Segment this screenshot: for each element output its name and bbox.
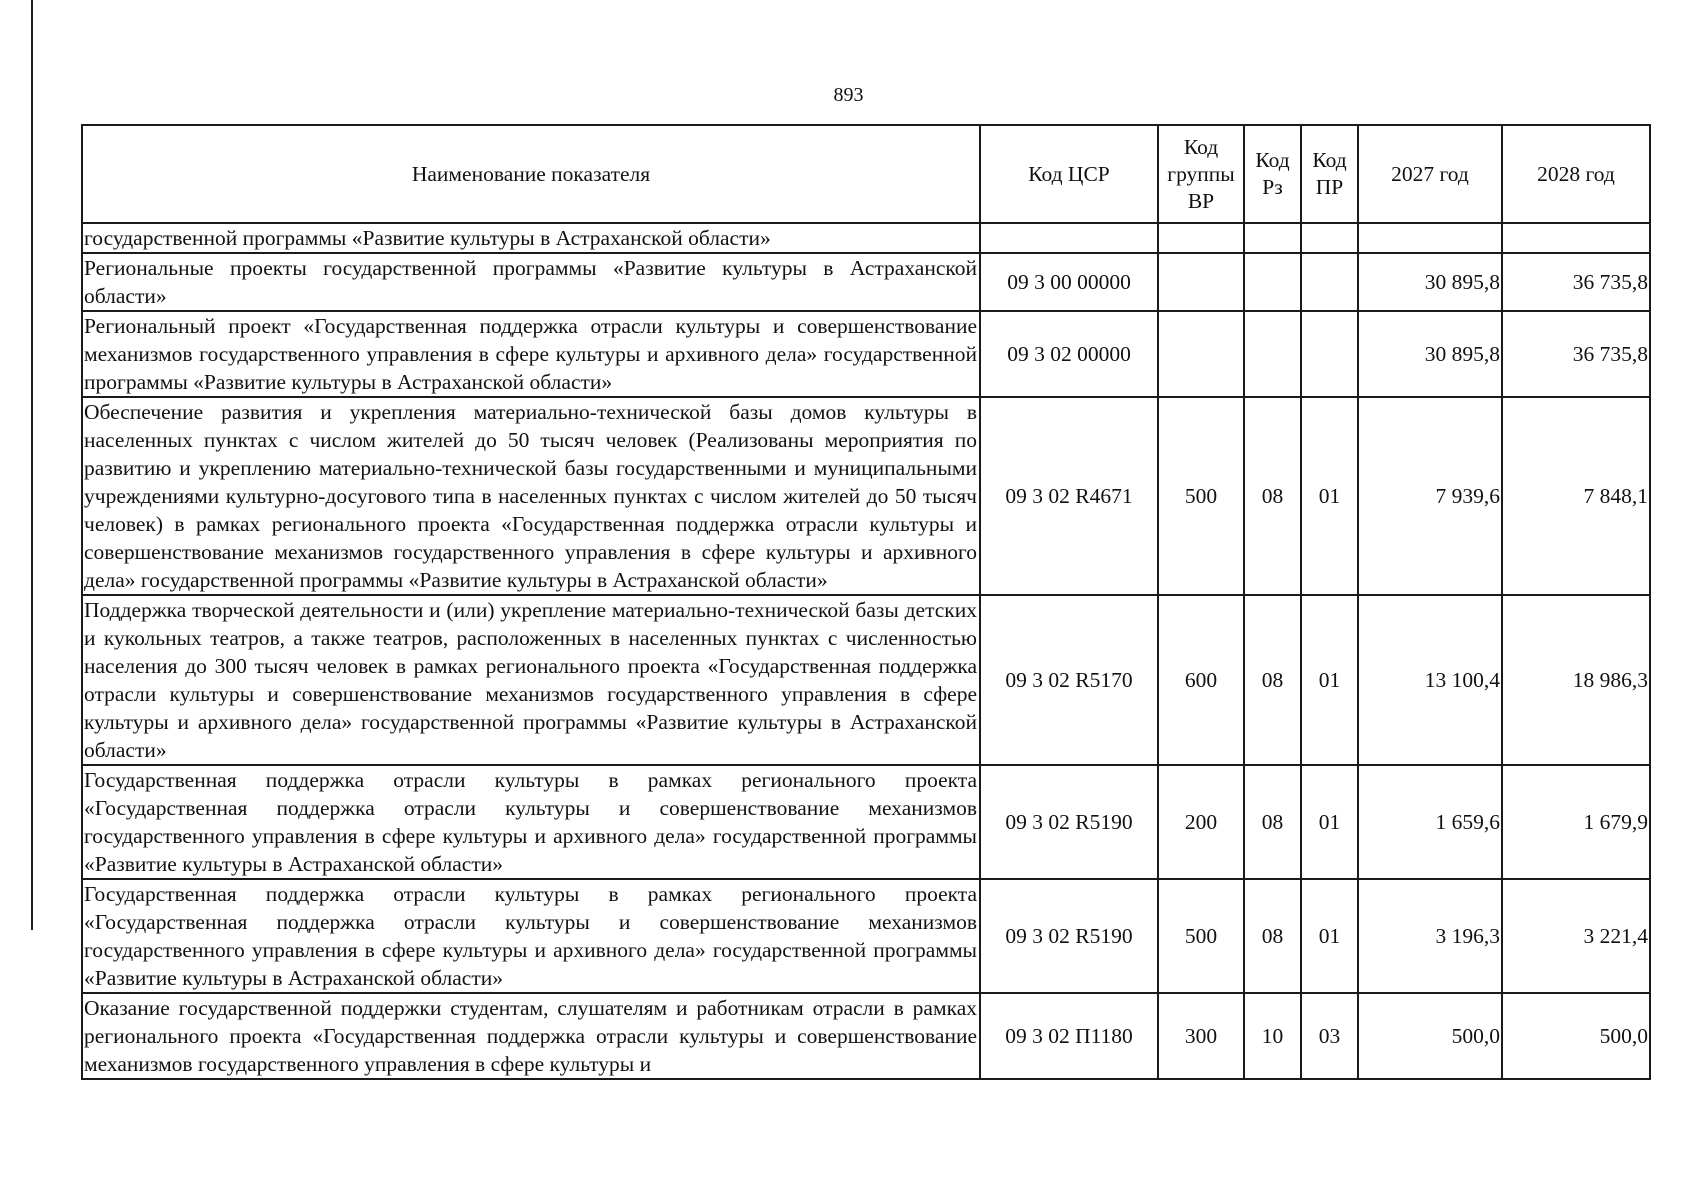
cell-csr: 09 3 02 R4671 [980,397,1158,595]
cell-vr: 600 [1158,595,1244,765]
cell-pr: 01 [1301,595,1358,765]
table-row [82,765,1650,879]
cell-2027: 1 659,6 [1358,765,1502,879]
cell-rz: 10 [1244,993,1301,1079]
cell-rz: 08 [1244,765,1301,879]
cell-name: Государственная поддержка отрасли культуры в рамках регионального проекта «Государственная поддержка отрасли культуры и совершенствование механизмов государственного управления в сфере культуры и архивного дела» государственной программы «Развитие культуры в Астраханской области» [82,879,980,993]
cell-2027: 500,0 [1358,993,1502,1079]
cell-csr: 09 3 00 00000 [980,253,1158,311]
table-row [82,253,1650,311]
budget-table [81,124,1651,1080]
cell-pr: 01 [1301,879,1358,993]
cell-pr: 01 [1301,765,1358,879]
binding-margin-line [31,0,33,930]
cell-name: Региональные проекты государственной программы «Развитие культуры в Астраханской области» [82,253,980,311]
cell-pr [1301,311,1358,397]
table-row [82,311,1650,397]
cell-name: Региональный проект «Государственная поддержка отрасли культуры и совершенствование механизмов государственного управления в сфере культуры и архивного дела» государственной программы «Развитие культуры в Астраханской области» [82,311,980,397]
cell-vr [1158,253,1244,311]
table-row [82,223,1650,253]
cell-2028: 1 679,9 [1502,765,1650,879]
cell-name: Поддержка творческой деятельности и (или) укрепление материально-технической базы детских и кукольных театров, а также театров, расположенных в населенных пунктах с численностью населения до 300 тысяч человек в рамках регионального проекта «Государственная поддержка отрасли культуры и совершенствование механизмов государственного управления в сфере культуры и архивного дела» государственной программы «Развитие культуры в Астраханской области» [82,595,980,765]
cell-2028: 36 735,8 [1502,311,1650,397]
cell-rz [1244,223,1301,253]
cell-pr: 01 [1301,397,1358,595]
table-row [82,397,1650,595]
cell-vr: 500 [1158,397,1244,595]
cell-vr [1158,311,1244,397]
table-row [82,595,1650,765]
cell-2027: 7 939,6 [1358,397,1502,595]
cell-csr: 09 3 02 00000 [980,311,1158,397]
cell-rz: 08 [1244,879,1301,993]
page-number: 893 [833,84,864,106]
cell-2027: 30 895,8 [1358,253,1502,311]
cell-name: государственной программы «Развитие культуры в Астраханской области» [82,223,980,253]
cell-csr [980,223,1158,253]
cell-rz: 08 [1244,595,1301,765]
cell-pr: 03 [1301,993,1358,1079]
header-rz: Код Рз [1244,125,1301,223]
cell-name: Обеспечение развития и укрепления материально-технической базы домов культуры в населенных пунктах с числом жителей до 50 тысяч человек (Реализованы мероприятия по развитию и укреплению материально-технической базы государственными и муниципальными учреждениями культурно-досугового типа в населенных пунктах с числом жителей до 50 тысяч человек) в рамках регионального проекта «Государственная поддержка отрасли культуры и совершенствование механизмов государственного управления в сфере культуры и архивного дела» государственной программы «Развитие культуры в Астраханской области» [82,397,980,595]
cell-2028 [1502,223,1650,253]
cell-vr [1158,223,1244,253]
table-row [82,879,1650,993]
cell-pr [1301,223,1358,253]
table-row [82,993,1650,1079]
cell-2027: 3 196,3 [1358,879,1502,993]
cell-pr [1301,253,1358,311]
cell-csr: 09 3 02 R5170 [980,595,1158,765]
cell-2028: 3 221,4 [1502,879,1650,993]
header-pr: Код ПР [1301,125,1358,223]
cell-rz: 08 [1244,397,1301,595]
cell-csr: 09 3 02 R5190 [980,765,1158,879]
table-header-row [82,125,1650,223]
cell-vr: 300 [1158,993,1244,1079]
cell-vr: 200 [1158,765,1244,879]
cell-name: Оказание государственной поддержки студентам, слушателям и работникам отрасли в рамках регионального проекта «Государственная поддержка отрасли культуры и совершенствование механизмов государственного управления в сфере культуры и [82,993,980,1079]
cell-2027: 13 100,4 [1358,595,1502,765]
cell-2027 [1358,223,1502,253]
header-2028: 2028 год [1502,125,1650,223]
cell-rz [1244,311,1301,397]
cell-2028: 7 848,1 [1502,397,1650,595]
cell-csr: 09 3 02 П1180 [980,993,1158,1079]
header-2027: 2027 год [1358,125,1502,223]
header-csr: Код ЦСР [980,125,1158,223]
cell-2028: 18 986,3 [1502,595,1650,765]
header-name: Наименование показателя [82,125,980,223]
cell-csr: 09 3 02 R5190 [980,879,1158,993]
cell-2028: 500,0 [1502,993,1650,1079]
header-vr: Код группы ВР [1158,125,1244,223]
cell-vr: 500 [1158,879,1244,993]
cell-2027: 30 895,8 [1358,311,1502,397]
cell-name: Государственная поддержка отрасли культуры в рамках регионального проекта «Государственная поддержка отрасли культуры и совершенствование механизмов государственного управления в сфере культуры и архивного дела» государственной программы «Развитие культуры в Астраханской области» [82,765,980,879]
cell-rz [1244,253,1301,311]
cell-2028: 36 735,8 [1502,253,1650,311]
